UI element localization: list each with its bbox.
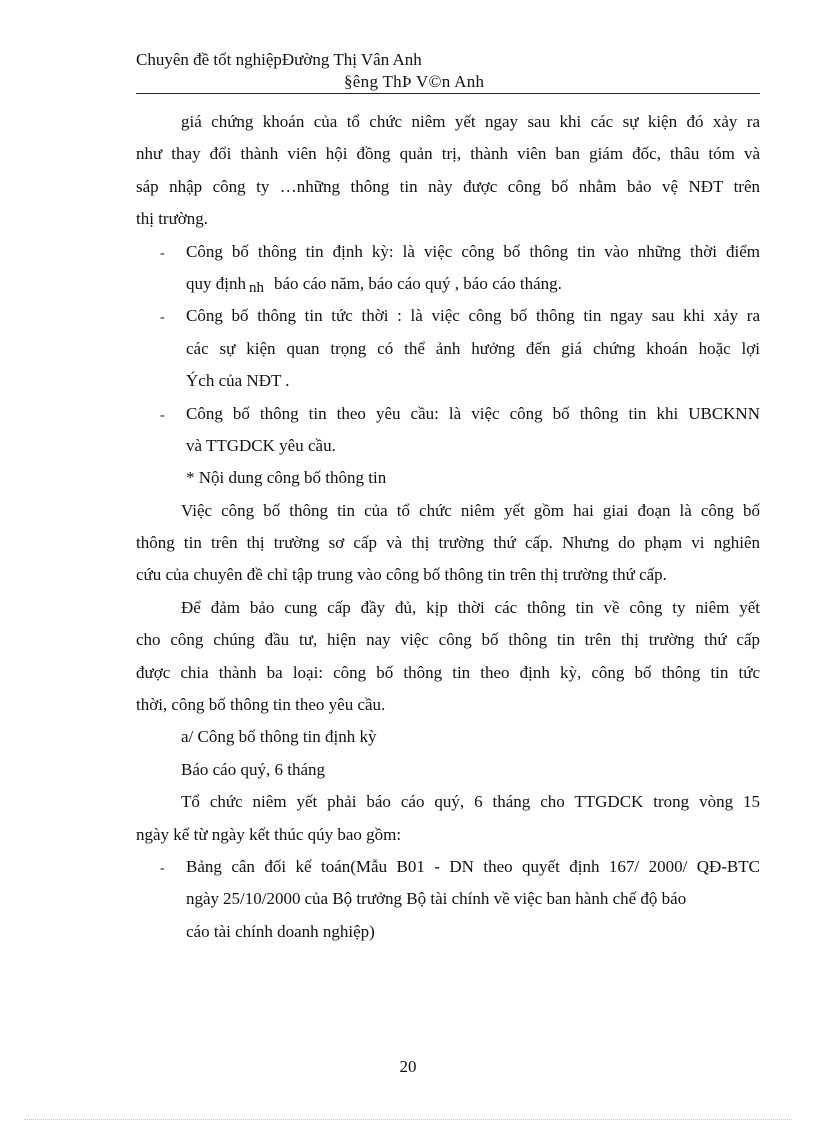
bullet-continuation: cáo tài chính doanh nghiệp) [186,921,375,941]
bullet-dash: - [160,245,165,261]
page-number: 20 [399,1057,417,1076]
subsection-heading: a/ Công bố thông tin định kỳ [181,727,377,747]
bullet-continuation: các sự kiện quan trọng có thể ảnh hưởng đến giá chứng khoán hoặc lợi [186,338,760,358]
bullet-continuation [136,883,760,915]
paragraph-line: Tổ chức niêm yết phải báo cáo quý, 6 tháng cho TTGDCK trong vòng 15 [181,792,760,812]
page-boundary-rule [24,1119,792,1120]
paragraph-line: cho công chúng đầu tư, hiện nay việc công bố thông tin trên thị trường thứ cấp [136,630,760,650]
bullet-continuation: và TTGDCK yêu cầu. [186,435,336,455]
bullet-continuation [136,268,760,300]
document-body [136,106,760,948]
paragraph-line: sáp nhập công ty …những thông tin này được công bố nhằm bảo vệ NĐT trên [136,176,760,196]
subsection-heading: Báo cáo quý, 6 tháng [181,759,325,779]
bullet-item-immediate [136,300,760,332]
header-rule [136,93,760,94]
decision-date: 25/10/2000 [223,889,301,909]
bullet-text: báo cáo năm, báo cáo quý , báo cáo tháng. [273,273,562,293]
bullet-text: Bảng cân đối kế toán(Mẫu B01 - DN theo quyết định 167/ 2000/ QĐ-BTC [186,856,760,876]
paragraph-line: thông tin trên thị trường sơ cấp và thị trường thứ cấp. Nhưng do phạm vi nghiên [136,533,760,553]
bullet-text: Công bố thông tin định kỳ: là việc công bố thông tin vào những thời điểm [186,241,760,261]
running-header-title: Chuyên đề tốt nghiệpĐường Thị Vân Anh [136,50,422,69]
paragraph-line: Việc công bố thông tin của tổ chức niêm yết gồm hai giai đoạn là công bố [181,500,760,520]
bullet-item-periodic [136,236,760,268]
bullet-text: của Bộ trưởng Bộ tài chính về việc ban hành chế độ báo [304,889,687,909]
bullet-dash: - [160,407,165,423]
paragraph-line: ngày kể từ ngày kết thúc qúy bao gồm: [136,824,402,844]
misplaced-fragment: nh [248,279,264,296]
bullet-text: Công bố thông tin theo yêu cầu: là việc công bố thông tin khi UBCKNN [186,403,760,423]
section-note: * Nội dung công bố thông tin [186,468,387,488]
bullet-continuation: Ých của NĐT . [186,371,290,391]
running-header-author-garbled: §êng ThÞ V©n Anh [344,72,485,91]
paragraph-line: thị trường. [136,209,209,229]
bullet-text: ngày [186,889,220,909]
paragraph-line: được chia thành ba loại: công bố thông tin theo định kỳ, công bố thông tin tức [136,662,760,682]
paragraph-line: thời, công bố thông tin theo yêu cầu. [136,695,386,715]
bullet-dash: - [160,860,165,876]
paragraph-line: cứu của chuyên đề chỉ tập trung vào công bố thông tin trên thị trường thứ cấp. [136,565,667,585]
bullet-item-on-request [136,398,760,430]
bullet-item-balance-sheet [136,851,760,883]
paragraph-line: giá chứng khoán của tổ chức niêm yết ngay sau khi các sự kiện đó xảy ra [181,112,760,131]
bullet-text: Công bố thông tin tức thời : là việc công bố thông tin ngay sau khi xảy ra [186,306,760,326]
bullet-dash: - [160,310,165,326]
paragraph-line: như thay đổi thành viên hội đồng quản trị, thành viên ban giám đốc, thâu tóm và [136,144,760,164]
bullet-text: quy định [186,273,246,293]
paragraph-line: Để đảm bảo cung cấp đầy đủ, kịp thời các thông tin về công ty niêm yết [181,597,760,617]
